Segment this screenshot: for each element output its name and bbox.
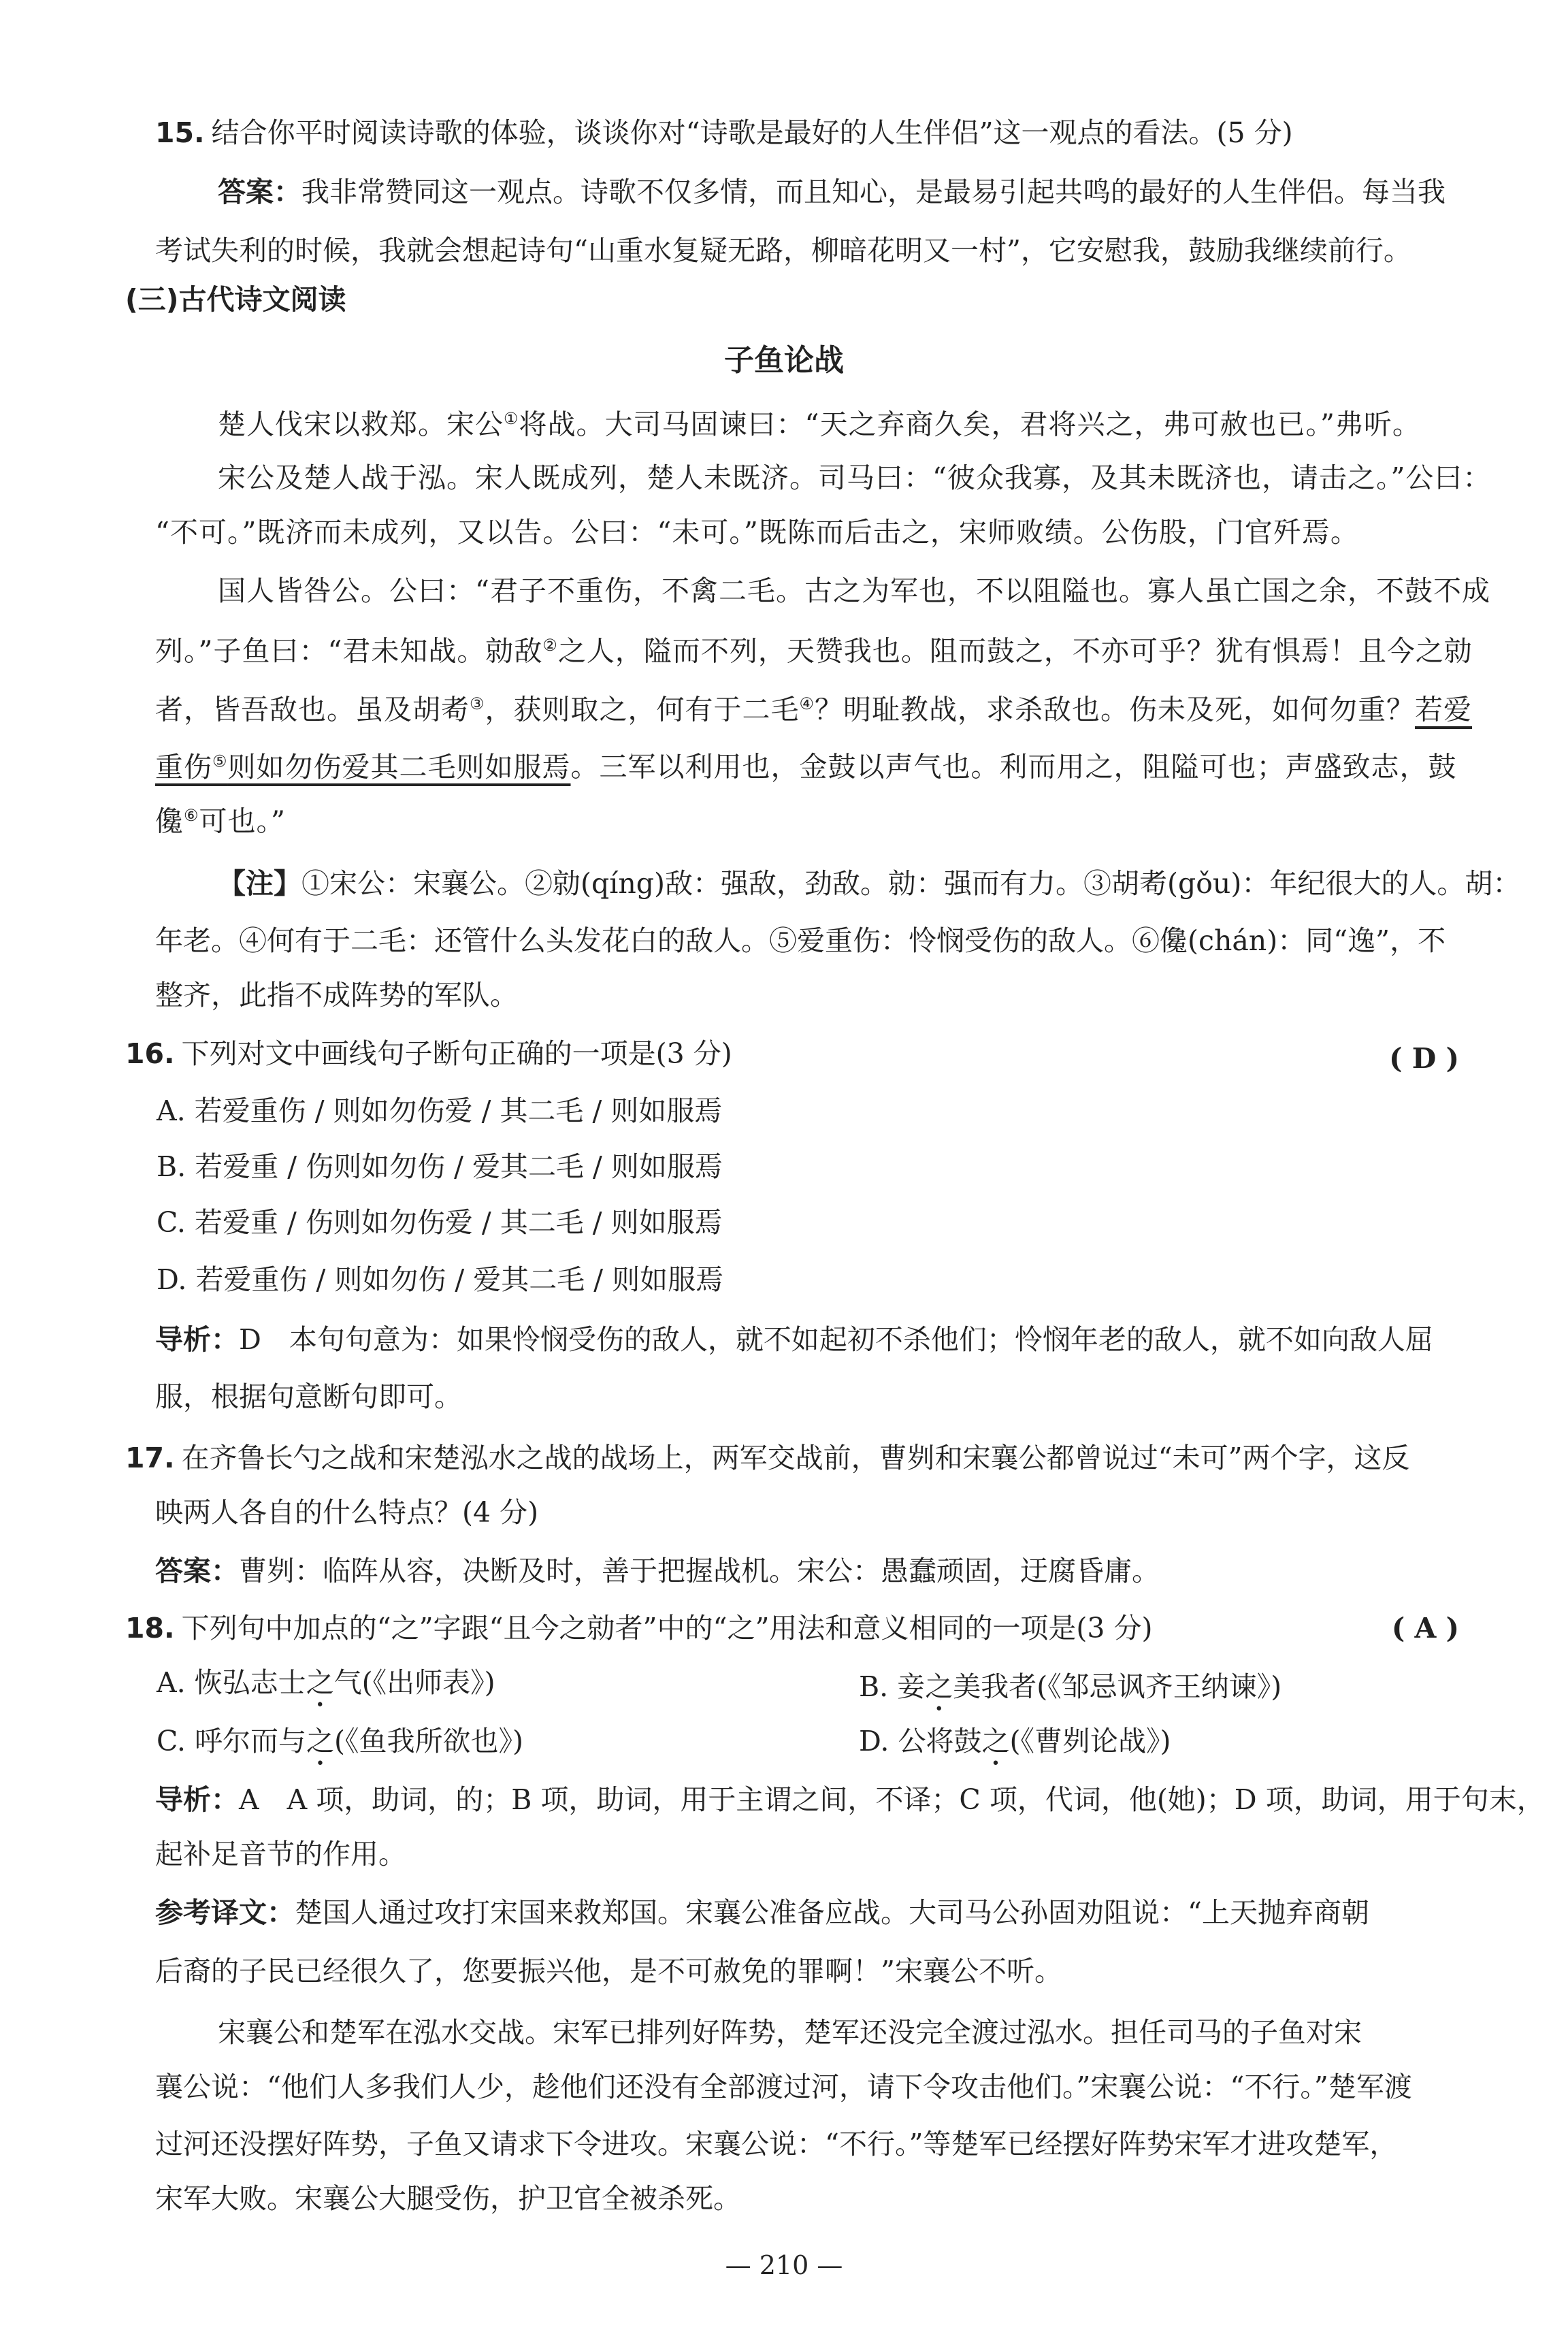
- question-18: 18. 下列句中加点的“之”字跟“且今之勍者”中的“之”用法和意义相同的一项是(3 分): [125, 1612, 1153, 1644]
- passage-line-5: 列。”子鱼曰：“君未知战。勍敌②之人，隘而不列，天赞我也。阻而鼓之，不亦可乎？犹有惧焉！且今之勍: [155, 634, 1473, 668]
- question-15: 15. 结合你平时阅读诗歌的体验，谈谈你对“诗歌是最好的人生伴侣”这一观点的看法。(5 分): [155, 116, 1293, 149]
- analysis-16-line-2: 服，根据句意断句即可。: [155, 1380, 462, 1413]
- analysis-18-line-1: 导析：A A 项，助词，的；B 项，助词，用于主谓之间，不译；C 项，代词，他(她)；D 项，助词，用于句末，: [155, 1783, 1545, 1816]
- option-18-b: B. 妾之美我者(《邹忌讽齐王纳谏》): [859, 1670, 1282, 1703]
- passage-line-2: 宋公及楚人战于泓。宋人既成列，楚人未既济。司马曰：“彼众我寡，及其未既济也，请击之。”公曰：: [218, 461, 1492, 494]
- question-16: 16. 下列对文中画线句子断句正确的一项是(3 分): [125, 1037, 732, 1070]
- option-16-a: A. 若爱重伤 / 则如勿伤爱 / 其二毛 / 则如服焉: [157, 1094, 723, 1127]
- passage-line-1: 楚人伐宋以救郑。宋公①将战。大司马固谏曰：“天之弃商久矣，君将兴之，弗可赦也已。”弗听。: [218, 408, 1421, 441]
- analysis-16-line-1: 导析：D 本句句意为：如果怜悯受伤的敌人，就不如起初不杀他们；怜悯年老的敌人，就不如向敌人屈: [155, 1323, 1433, 1356]
- passage-title: 子鱼论战: [724, 343, 844, 378]
- question-17-line-1: 17. 在齐鲁长勺之战和宋楚泓水之战的战场上，两军交战前，曹刿和宋襄公都曾说过“未可”两个字，这反: [125, 1442, 1410, 1474]
- answer-15-line-1: 答案：我非常赞同这一观点。诗歌不仅多情，而且知心，是最易引起共鸣的最好的人生伴侣。每当我: [218, 176, 1446, 208]
- notes-line-3: 整齐，此指不成阵势的军队。: [155, 979, 518, 1011]
- passage-line-4: 国人皆咎公。公曰：“君子不重伤，不禽二毛。古之为军也，不以阻隘也。寡人虽亡国之余，不鼓不成: [218, 574, 1490, 607]
- underlined-sentence-part-2: 重伤⑤则如勿伤爱其二毛则如服焉: [155, 750, 571, 783]
- option-18-c: C. 呼尔而与之(《鱼我所欲也》): [157, 1725, 523, 1757]
- option-16-b: B. 若爱重 / 伤则如勿伤 / 爱其二毛 / 则如服焉: [157, 1150, 723, 1183]
- passage-line-8: 儳⑥可也。”: [155, 805, 286, 838]
- translation-line-3: 宋襄公和楚军在泓水交战。宋军已排列好阵势，楚军还没完全渡过泓水。担任司马的子鱼对宋: [218, 2016, 1362, 2049]
- translation-line-5: 过河还没摆好阵势，子鱼又请求下令进攻。宋襄公说：“不行。”等楚军已经摆好阵势宋军才进攻楚军，: [155, 2128, 1398, 2160]
- underlined-sentence-part-1: 若爱: [1415, 693, 1473, 726]
- translation-line-1: 参考译文：楚国人通过攻打宋国来救郑国。宋襄公准备应战。大司马公孙固劝阻说：“上天抛弃商朝: [155, 1896, 1369, 1929]
- translation-line-2: 后裔的子民已经很久了，您要振兴他，是不可赦免的罪啊！”宋襄公不听。: [155, 1955, 1062, 1988]
- passage-line-3: “不可。”既济而未成列，又以告。公曰：“未可。”既陈而后击之，宋师败绩。公伤股，门官歼焉。: [155, 516, 1359, 549]
- option-16-d: D. 若爱重伤 / 则如勿伤 / 爱其二毛 / 则如服焉: [157, 1263, 724, 1296]
- answer-18-choice: ( A ): [1391, 1612, 1459, 1644]
- answer-16-choice: ( D ): [1389, 1042, 1459, 1075]
- section-heading: (三)古代诗文阅读: [125, 283, 346, 316]
- question-number: 15.: [155, 116, 205, 149]
- option-16-c: C. 若爱重 / 伤则如勿伤爱 / 其二毛 / 则如服焉: [157, 1206, 723, 1239]
- translation-line-4: 襄公说：“他们人多我们人少，趁他们还没有全部渡过河，请下令攻击他们。”宋襄公说：“不行。”楚军渡: [155, 2071, 1412, 2103]
- analysis-18-line-2: 起补足音节的作用。: [155, 1838, 406, 1870]
- option-18-a: A. 恢弘志士之气(《出师表》): [157, 1666, 495, 1699]
- answer-15-line-2: 考试失利的时候，我就会想起诗句“山重水复疑无路，柳暗花明又一村”，它安慰我，鼓励我继续前行。: [155, 234, 1411, 267]
- notes-line-2: 年老。④何有于二毛：还管什么头发花白的敌人。⑤爱重伤：怜悯受伤的敌人。⑥儳(chán)：同“逸”，不: [155, 924, 1446, 957]
- page-number: — 210 —: [725, 2250, 843, 2280]
- passage-line-6: 者，皆吾敌也。虽及胡耇③，获则取之，何有于二毛④？明耻教战，求杀敌也。伤未及死，如何勿重？若爱: [155, 693, 1473, 726]
- passage-line-7: 重伤⑤则如勿伤爱其二毛则如服焉。三军以利用也，金鼓以声气也。利而用之，阻隘可也；声盛致志，鼓: [155, 750, 1457, 783]
- answer-17: 答案：曹刿：临阵从容，决断及时，善于把握战机。宋公：愚蠢顽固，迂腐昏庸。: [155, 1555, 1160, 1587]
- option-18-d: D. 公将鼓之(《曹刿论战》): [859, 1725, 1171, 1757]
- translation-line-6: 宋军大败。宋襄公大腿受伤，护卫官全被杀死。: [155, 2182, 741, 2215]
- notes-line-1: 【注】①宋公：宋襄公。②勍(qíng)敌：强敌，劲敌。勍：强而有力。③胡耇(gǒu)：年纪很大的人。胡：: [218, 867, 1521, 900]
- question-17-line-2: 映两人各自的什么特点？(4 分): [155, 1496, 539, 1529]
